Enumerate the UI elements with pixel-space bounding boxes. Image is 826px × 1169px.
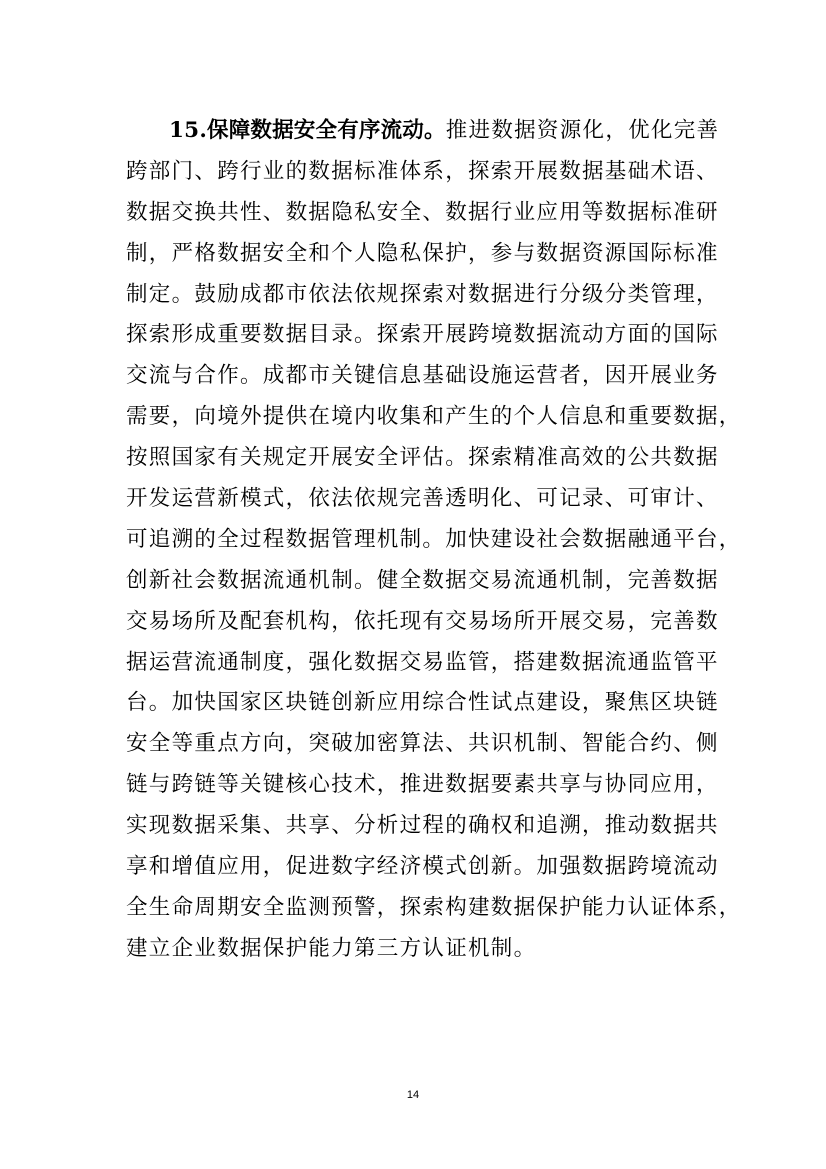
- paragraph-line: 探索形成重要数据目录。探索开展跨境数据流动方面的国际: [126, 322, 719, 348]
- paragraph-line: 链与跨链等关键核心技术，推进数据要素共享与协同应用，: [126, 772, 719, 798]
- paragraph-line: [126, 111, 720, 152]
- paragraph-line: 建立企业数据保护能力第三方认证机制。: [126, 935, 537, 961]
- paragraph-line: 跨部门、跨行业的数据标准体系，探索开展数据基础术语、: [126, 158, 719, 184]
- paragraph-line: 实现数据采集、共享、分析过程的确权和追溯，推动数据共: [126, 813, 719, 839]
- paragraph-line: 创新社会数据流通机制。健全数据交易流通机制，完善数据: [126, 567, 719, 593]
- paragraph-line: 据运营流通制度，强化数据交易监管，搭建数据流通监管平: [126, 649, 719, 675]
- paragraph-line: 制，严格数据安全和个人隐私保护，参与数据资源国际标准: [126, 240, 719, 266]
- paragraph-line: 开发运营新模式，依法依规完善透明化、可记录、可审计、: [126, 486, 719, 512]
- paragraph-line: 台。加快国家区块链创新应用综合性试点建设，聚焦区块链: [126, 690, 719, 716]
- paragraph-line: 全生命周期安全监测预警，探索构建数据保护能力认证体系，: [126, 894, 742, 920]
- page-number: 14: [406, 1089, 420, 1101]
- paragraph-line: 制定。鼓励成都市依法依规探索对数据进行分级分类管理，: [126, 281, 719, 307]
- section-heading: 15.保障数据安全有序流动。: [169, 118, 446, 143]
- paragraph-line: 按照国家有关规定开展安全评估。探索精准高效的公共数据: [126, 445, 719, 471]
- paragraph-line: 交易场所及配套机构，依托现有交易场所开展交易，完善数: [126, 608, 719, 634]
- paragraph-line: 可追溯的全过程数据管理机制。加快建设社会数据融通平台，: [126, 526, 742, 552]
- paragraph-line: 交流与合作。成都市关键信息基础设施运营者，因开展业务: [126, 363, 719, 389]
- paragraph-line: 数据交换共性、数据隐私安全、数据行业应用等数据标准研: [126, 199, 719, 225]
- paragraph-line: 需要，向境外提供在境内收集和产生的个人信息和重要数据，: [126, 404, 742, 430]
- paragraph-line-text: 推进数据资源化，优化完善: [445, 118, 720, 143]
- paragraph-line: 享和增值应用，促进数字经济模式创新。加强数据跨境流动: [126, 854, 719, 880]
- paragraph-data-security: [126, 111, 742, 970]
- paragraph-line: 安全等重点方向，突破加密算法、共识机制、智能合约、侧: [126, 731, 719, 757]
